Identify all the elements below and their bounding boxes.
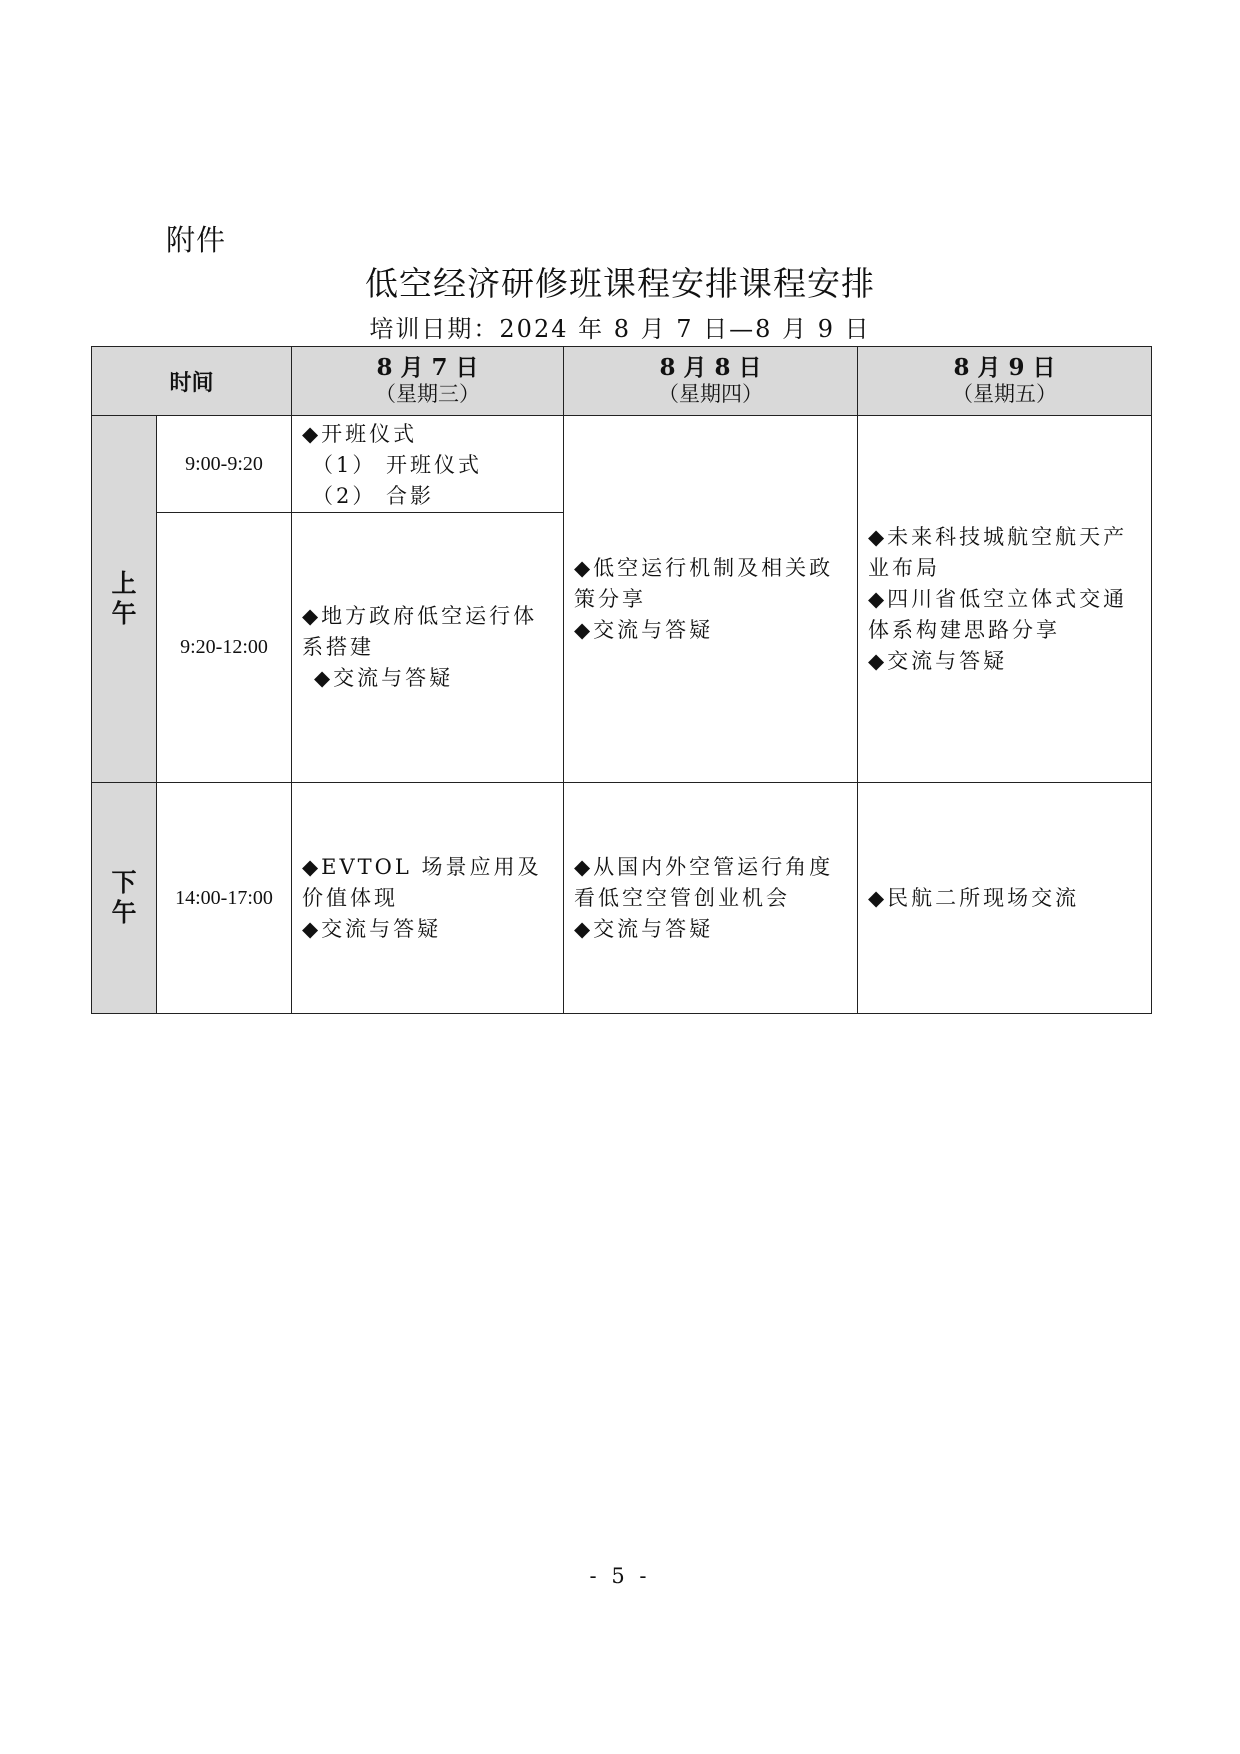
- morning-char-2: 午: [111, 599, 137, 628]
- day-header-2: [564, 347, 858, 416]
- schedule-table: [91, 346, 1152, 1014]
- time-header: 时间: [92, 347, 292, 416]
- day-header-3: [858, 347, 1152, 416]
- cell-line: ◆交流与答疑: [302, 916, 442, 941]
- afternoon-label: [92, 783, 157, 1014]
- slot-am2: 9:20-12:00: [157, 513, 292, 783]
- cell-d3-pm: [858, 783, 1152, 1014]
- cell-d2-pm: [564, 783, 858, 1014]
- page-number: - 5 -: [589, 1564, 651, 1588]
- cell-line: ◆地方政府低空运行体系搭建: [302, 604, 538, 659]
- cell-line: ◆民航二所现场交流: [868, 885, 1080, 910]
- day-date: 8 月 7 日: [376, 354, 479, 381]
- cell-d2-am: [564, 416, 858, 783]
- afternoon-char-2: 午: [111, 898, 137, 927]
- day-header-1: [292, 347, 564, 416]
- cell-d3-am: [858, 416, 1152, 783]
- cell-line: ◆未来科技城航空航天产业布局: [868, 524, 1128, 580]
- cell-line: （2） 合影: [312, 484, 435, 508]
- slot-pm: 14:00-17:00: [157, 783, 292, 1014]
- table-row: [92, 783, 1152, 1014]
- day-weekday: （星期五）: [952, 382, 1058, 406]
- cell-line: ◆低空运行机制及相关政策分享: [574, 555, 834, 611]
- cell-line: （1） 开班仪式: [312, 453, 483, 477]
- cell-d1-pm: [292, 783, 564, 1014]
- day-weekday: （星期四）: [658, 382, 764, 406]
- header-row: [92, 347, 1152, 416]
- training-dates: 培训日期：2024 年 8 月 7 日—8 月 9 日: [369, 315, 871, 343]
- cell-d1-am1: [292, 416, 564, 513]
- day-date: 8 月 8 日: [659, 354, 762, 381]
- day-date: 8 月 9 日: [953, 354, 1056, 381]
- cell-line: ◆EVTOL 场景应用及价值体现: [302, 854, 542, 910]
- attachment-label: 附件: [166, 223, 227, 257]
- morning-label: [92, 416, 157, 783]
- cell-line: ◆四川省低空立体式交通体系构建思路分享: [868, 586, 1128, 642]
- slot-am1: 9:00-9:20: [157, 416, 292, 513]
- cell-d1-am2: [292, 513, 564, 783]
- cell-line: ◆交流与答疑: [574, 617, 714, 642]
- cell-line: ◆从国内外空管运行角度看低空空管创业机会: [574, 854, 834, 910]
- table-row: [92, 416, 1152, 513]
- day-weekday: （星期三）: [375, 382, 481, 406]
- cell-line: ◆交流与答疑: [868, 648, 1008, 673]
- afternoon-char-1: 下: [111, 868, 137, 897]
- cell-line: ◆开班仪式: [302, 422, 418, 446]
- document-title: 低空经济研修班课程安排课程安排: [365, 264, 875, 303]
- cell-line: ◆交流与答疑: [574, 916, 714, 941]
- cell-line: ◆交流与答疑: [314, 666, 454, 690]
- morning-char-1: 上: [111, 569, 137, 598]
